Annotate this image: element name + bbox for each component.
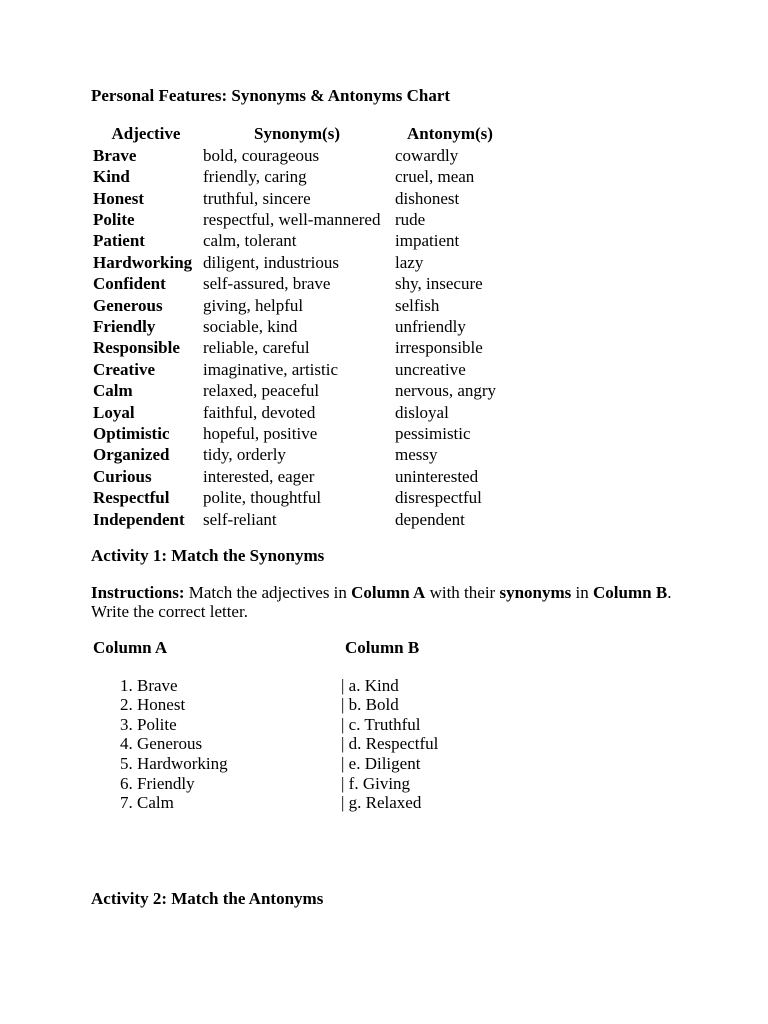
- cell-synonyms: imaginative, artistic: [203, 359, 339, 379]
- cell-antonyms: disrespectful: [395, 488, 482, 508]
- cell-adjective: Calm: [93, 381, 133, 401]
- column-a-item: 4. Generous: [137, 734, 228, 754]
- cell-synonyms: polite, thoughtful: [203, 488, 322, 508]
- column-b-item: | f. Giving: [341, 773, 411, 793]
- instructions-column-b: Column B: [593, 582, 668, 602]
- cell-antonyms: rude: [395, 210, 426, 230]
- cell-synonyms: respectful, well-mannered: [203, 210, 381, 230]
- column-a-item: 1. Brave: [137, 676, 228, 696]
- cell-antonyms: disloyal: [395, 402, 449, 422]
- cell-adjective: Brave: [93, 145, 137, 165]
- cell-antonyms: shy, insecure: [395, 274, 483, 294]
- cell-antonyms: messy: [395, 445, 438, 465]
- cell-antonyms: selfish: [395, 295, 440, 315]
- column-a-item: 2. Honest: [137, 695, 228, 715]
- cell-synonyms: interested, eager: [203, 466, 315, 486]
- cell-antonyms: pessimistic: [395, 424, 471, 444]
- table-row: [91, 230, 507, 251]
- cell-adjective: Hardworking: [93, 252, 193, 272]
- instructions-label: Instructions:: [91, 582, 185, 602]
- table-row: [91, 188, 507, 209]
- cell-adjective: Confident: [93, 274, 166, 294]
- cell-antonyms: lazy: [395, 252, 424, 272]
- column-b-list: [341, 676, 438, 813]
- instructions-line-1: [91, 583, 691, 603]
- cell-adjective: Patient: [93, 231, 145, 251]
- cell-synonyms: self-assured, brave: [203, 274, 331, 294]
- table-row: [91, 316, 507, 337]
- cell-antonyms: dishonest: [395, 188, 460, 208]
- table-row: [91, 423, 507, 444]
- instructions-text: Match the adjectives in: [184, 582, 352, 602]
- header-antonyms: Antonym(s): [407, 124, 493, 144]
- cell-adjective: Curious: [93, 466, 152, 486]
- synonyms-antonyms-table: [91, 123, 507, 530]
- document-title: Personal Features: Synonyms & Antonyms Chart: [91, 86, 451, 105]
- cell-antonyms: nervous, angry: [395, 381, 497, 401]
- instructions-line-2: Write the correct letter.: [91, 602, 248, 622]
- header-adjective: Adjective: [111, 124, 181, 144]
- table-row: [91, 337, 507, 358]
- column-a-item: 5. Hardworking: [137, 754, 228, 774]
- table-row: [91, 509, 507, 530]
- column-b-item: | d. Respectful: [341, 734, 439, 754]
- instructions-text: with their: [425, 582, 500, 602]
- cell-antonyms: uninterested: [395, 466, 479, 486]
- column-b-item: | e. Diligent: [341, 753, 421, 773]
- table-row: [91, 487, 507, 508]
- document-page: [91, 86, 691, 908]
- cell-adjective: Responsible: [93, 338, 180, 358]
- cell-synonyms: tidy, orderly: [203, 445, 286, 465]
- header-synonyms: Synonym(s): [254, 124, 340, 144]
- cell-adjective: Honest: [93, 188, 144, 208]
- table-row: [91, 145, 507, 166]
- table-row: [91, 380, 507, 401]
- cell-adjective: Optimistic: [93, 424, 170, 444]
- cell-synonyms: hopeful, positive: [203, 424, 318, 444]
- column-a-item: 3. Polite: [137, 715, 228, 735]
- cell-adjective: Independent: [93, 509, 185, 529]
- cell-antonyms: impatient: [395, 231, 460, 251]
- cell-adjective: Organized: [93, 445, 170, 465]
- table-row: [91, 273, 507, 294]
- cell-synonyms: relaxed, peaceful: [203, 381, 320, 401]
- cell-synonyms: truthful, sincere: [203, 188, 311, 208]
- cell-antonyms: cowardly: [395, 145, 459, 165]
- table-row: [91, 444, 507, 465]
- table-row: [91, 252, 507, 273]
- cell-adjective: Generous: [93, 295, 163, 315]
- cell-antonyms: cruel, mean: [395, 167, 475, 187]
- column-b-item: | c. Truthful: [341, 714, 421, 734]
- cell-synonyms: faithful, devoted: [203, 402, 316, 422]
- cell-synonyms: diligent, industrious: [203, 252, 339, 272]
- column-b-item: | b. Bold: [341, 695, 399, 715]
- cell-antonyms: dependent: [395, 509, 465, 529]
- table-row: [91, 166, 507, 187]
- activity1-title: Activity 1: Match the Synonyms: [91, 546, 325, 566]
- instructions-synonyms: synonyms: [499, 582, 572, 602]
- cell-antonyms: unfriendly: [395, 317, 466, 337]
- cell-adjective: Loyal: [93, 402, 135, 422]
- table-row: [91, 295, 507, 316]
- cell-adjective: Polite: [93, 210, 135, 230]
- instructions-text: in: [571, 582, 594, 602]
- column-b-item: | a. Kind: [341, 675, 399, 695]
- table-row: [91, 402, 507, 423]
- cell-synonyms: calm, tolerant: [203, 231, 297, 251]
- cell-synonyms: friendly, caring: [203, 167, 307, 187]
- activity2-title: Activity 2: Match the Antonyms: [91, 889, 324, 908]
- cell-adjective: Kind: [93, 167, 130, 187]
- table-header-row: [91, 123, 507, 144]
- cell-synonyms: giving, helpful: [203, 295, 304, 315]
- cell-synonyms: sociable, kind: [203, 317, 298, 337]
- cell-antonyms: uncreative: [395, 359, 466, 379]
- cell-adjective: Friendly: [93, 317, 156, 337]
- cell-synonyms: reliable, careful: [203, 338, 310, 358]
- cell-synonyms: bold, courageous: [203, 145, 320, 165]
- table-body: [91, 145, 507, 530]
- cell-antonyms: irresponsible: [395, 338, 483, 358]
- instructions-column-a: Column A: [351, 582, 426, 602]
- column-a-list: [91, 676, 228, 813]
- cell-adjective: Respectful: [93, 488, 170, 508]
- column-a-heading: Column A: [93, 637, 168, 657]
- matching-columns: [91, 637, 691, 813]
- column-b-item: | g. Relaxed: [341, 793, 422, 813]
- table-row: [91, 466, 507, 487]
- cell-synonyms: self-reliant: [203, 509, 277, 529]
- cell-adjective: Creative: [93, 359, 155, 379]
- activity1-instructions: [91, 583, 691, 622]
- table-row: [91, 359, 507, 380]
- column-b-heading: Column B: [345, 637, 420, 657]
- instructions-text: .: [667, 582, 672, 602]
- column-a-item: 7. Calm: [137, 793, 228, 813]
- table-row: [91, 209, 507, 230]
- column-a-item: 6. Friendly: [137, 774, 228, 794]
